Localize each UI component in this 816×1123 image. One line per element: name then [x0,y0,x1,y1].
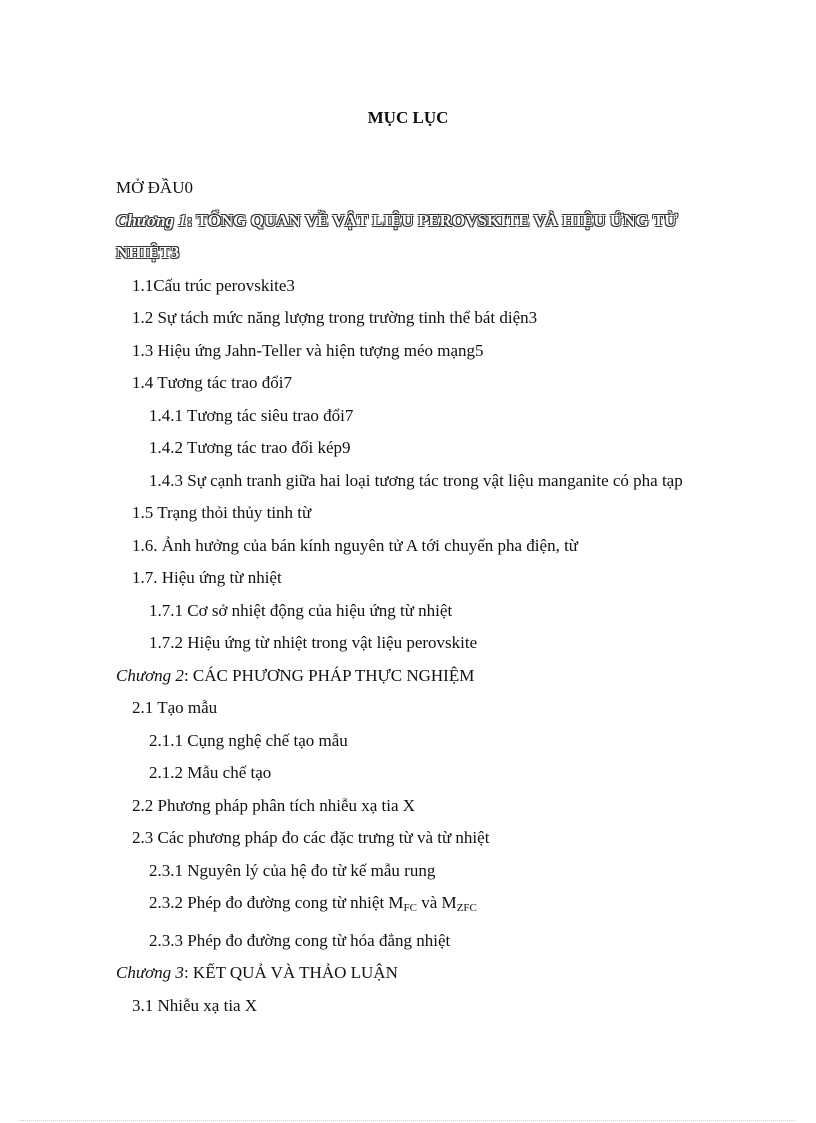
chapter-1-title: : TỔNG QUAN VỀ VẬT LIỆU PEROVSKITE VÀ HIỆU ỨNG TỪ NHIỆT3 [116,210,678,262]
toc-section-1-4-2[interactable]: 1.4.2 Tương tác trao đổi kép9 [149,438,351,457]
toc-section-1-7[interactable]: 1.7. Hiệu ứng từ nhiệt [132,568,282,587]
toc-section-1-7-1[interactable]: 1.7.1 Cơ sở nhiệt động của hiệu ứng từ nhiệt [149,600,453,620]
chapter-3-title: : KẾT QUẢ VÀ THẢO LUẬN [183,963,398,982]
toc-section-2-3-1[interactable]: 2.3.1 Nguyên lý của hệ đo từ kế mẫu rung [149,860,436,880]
toc-section-1-5[interactable]: 1.5 Trạng thỏi thủy tinh từ [132,503,312,522]
chapter-1-label: Chương 1 [116,210,187,230]
page-bottom-divider [20,1120,796,1121]
toc-section-2-2[interactable]: 2.2 Phương pháp phân tích nhiễu xạ tia X [132,795,416,815]
toc-chapter-1[interactable] [0,205,730,270]
chapter-3-label: Chương 3 [116,963,184,982]
toc-section-1-4-1[interactable]: 1.4.1 Tương tác siêu trao đổi7 [149,405,354,425]
toc-section-1-4[interactable]: 1.4 Tương tác trao đổi7 [132,373,292,392]
toc-section-1-2[interactable]: 1.2 Sự tách mức năng lượng trong trường tinh thể bát diện3 [132,308,538,327]
toc-section-2-1-1[interactable]: 2.1.1 Cụng nghệ chế tạo mẫu [149,730,348,750]
toc-section-1-7-2[interactable]: 1.7.2 Hiệu ứng từ nhiệt trong vật liệu perovskite [149,633,478,652]
table-of-contents [0,172,816,1022]
toc-mo-dau[interactable]: MỞ ĐẦU0 [116,178,193,197]
toc-section-1-1[interactable]: 1.1Cấu trúc perovskite3 [132,275,295,295]
subscript-zfc: ZFC [456,902,477,914]
section-2-3-2-joiner: và M [417,893,457,912]
toc-section-1-4-3[interactable]: 1.4.3 Sự cạnh tranh giữa hai loại tương tác trong vật liệu manganite có pha tạp [149,470,683,490]
chapter-2-label: Chương 2 [116,665,184,685]
toc-section-2-1-2[interactable]: 2.1.2 Mẫu chế tạo [149,763,272,782]
subscript-fc: FC [403,902,418,914]
toc-section-2-3-2[interactable] [0,887,816,925]
toc-section-3-1[interactable]: 3.1 Nhiễu xạ tia X [132,995,258,1015]
toc-section-1-6[interactable]: 1.6. Ảnh hưởng của bán kính nguyên tử A tới chuyển pha điện, từ [132,535,579,555]
toc-chapter-3[interactable] [0,957,816,990]
toc-section-2-3-3[interactable]: 2.3.3 Phép đo đường cong từ hóa đẳng nhiệt [149,930,451,950]
section-2-3-2-text: 2.3.2 Phép đo đường cong từ nhiệt M [149,893,404,912]
toc-chapter-2[interactable] [0,660,816,693]
toc-section-1-3[interactable]: 1.3 Hiệu ứng Jahn-Teller và hiện tượng méo mạng5 [132,340,484,360]
toc-section-2-1[interactable]: 2.1 Tạo mẫu [132,698,218,717]
chapter-2-title: : CÁC PHƯƠNG PHÁP THỰC NGHIỆM [183,665,475,685]
page-title: MỤC LỤC [367,108,449,127]
toc-section-2-3[interactable]: 2.3 Các phương pháp đo các đặc trưng từ và từ nhiệt [132,828,490,847]
